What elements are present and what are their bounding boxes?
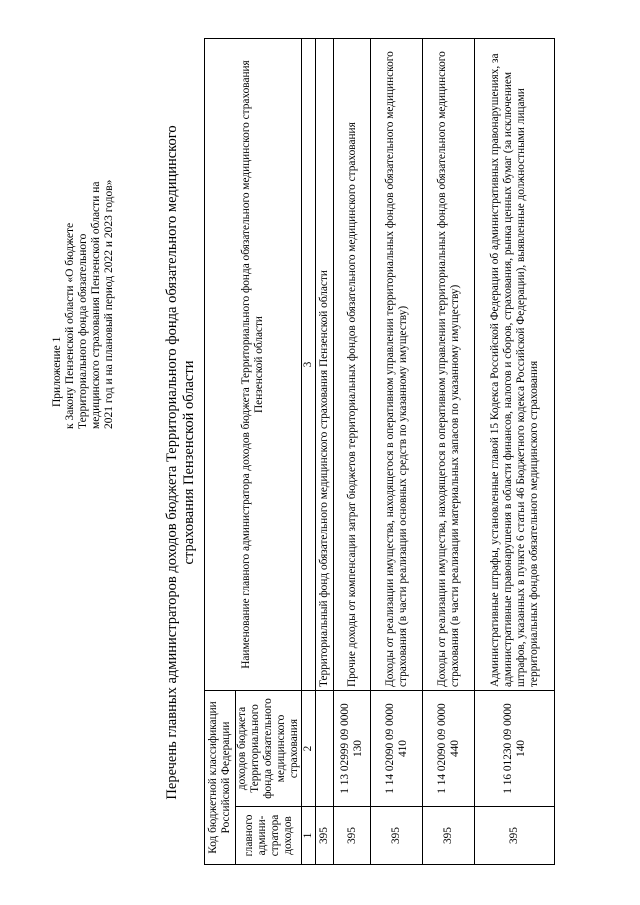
appendix-note	[51, 54, 116, 429]
administrator-name-cell: Территориальный фонд обязательного медицинского страхования Пензенской области	[316, 39, 334, 691]
revenue-name-cell: Прочие доходы от компенсации затрат бюджетов территориальных фондов обязательного медицинского страхования	[334, 39, 371, 691]
revenue-name-cell: Доходы от реализации имущества, находящегося в оперативном управлении территориальных фондов обязательного медицинского страхования (в части реализации основных средств по указанному имуществу)	[371, 39, 423, 691]
heading-line: страхования Пензенской области	[181, 360, 197, 565]
column-number: 1	[302, 807, 316, 865]
admin-code-cell: 395	[475, 807, 555, 865]
name-column-header: Наименование главного администратора доходов бюджета Территориального фонда обязательного медицинского страхования Пензенской области	[205, 39, 302, 691]
admin-code-cell: 395	[371, 807, 423, 865]
admin-code-cell: 395	[423, 807, 475, 865]
revenue-name-cell: Доходы от реализации имущества, находящегося в оперативном управлении территориальных фондов обязательного медицинского страхования (в части реализации материальных запасов по указанному имуществу)	[423, 39, 475, 691]
code-column-header: доходов бюджета Территориального фонда обязательного медицинского страхования	[236, 691, 302, 807]
revenue-code-cell: 1 16 01230 09 0000 140	[475, 691, 555, 807]
administrators-table	[204, 38, 555, 865]
revenue-code-cell	[316, 691, 334, 807]
revenue-code-cell: 1 13 02999 09 0000 130	[334, 691, 371, 807]
appendix-line: к Закону Пензенской области «О бюджете	[64, 222, 76, 429]
admin-code-cell: 395	[316, 807, 334, 865]
heading-line: Перечень главных администраторов доходов бюджета Территориального фонда обязательного медицинского	[164, 125, 180, 800]
admin-code-cell: 395	[334, 807, 371, 865]
appendix-line: медицинского страхования Пензенской области на	[90, 181, 102, 429]
appendix-line: Территориального фонда обязательного	[77, 233, 89, 429]
table-row	[371, 39, 423, 865]
kbk-group-header: Код бюджетной классификации Российской Федерации	[205, 691, 236, 865]
appendix-line: 2021 год и на плановый период 2022 и 2023 годов»	[103, 179, 115, 429]
column-number: 2	[302, 691, 316, 807]
table-row	[475, 39, 555, 865]
column-number-row	[302, 39, 316, 865]
revenue-code-cell: 1 14 02090 09 0000 410	[371, 691, 423, 807]
header-row	[205, 39, 236, 865]
column-number: 3	[302, 39, 316, 691]
revenue-code-cell: 1 14 02090 09 0000 440	[423, 691, 475, 807]
table-row	[334, 39, 371, 865]
document-heading	[164, 80, 198, 845]
table-row	[316, 39, 334, 865]
revenue-name-cell: Административные штрафы, установленные главой 15 Кодекса Российской Федерации об административных правонарушениях, за административные правонарушения в области финансов, налогов и сборов, страхования, рынка ценных бумаг (за исключением штрафов, указанных в пункте 6 статьи 46 Бюджетного кодекса Российской Федерации), выявленные должностными лицами территориальных фондов обязательного медицинского страхования	[475, 39, 555, 691]
appendix-title: Приложение 1	[51, 336, 63, 407]
table-row	[423, 39, 475, 865]
admin-column-header: главного админи-стратора доходов	[236, 807, 302, 865]
